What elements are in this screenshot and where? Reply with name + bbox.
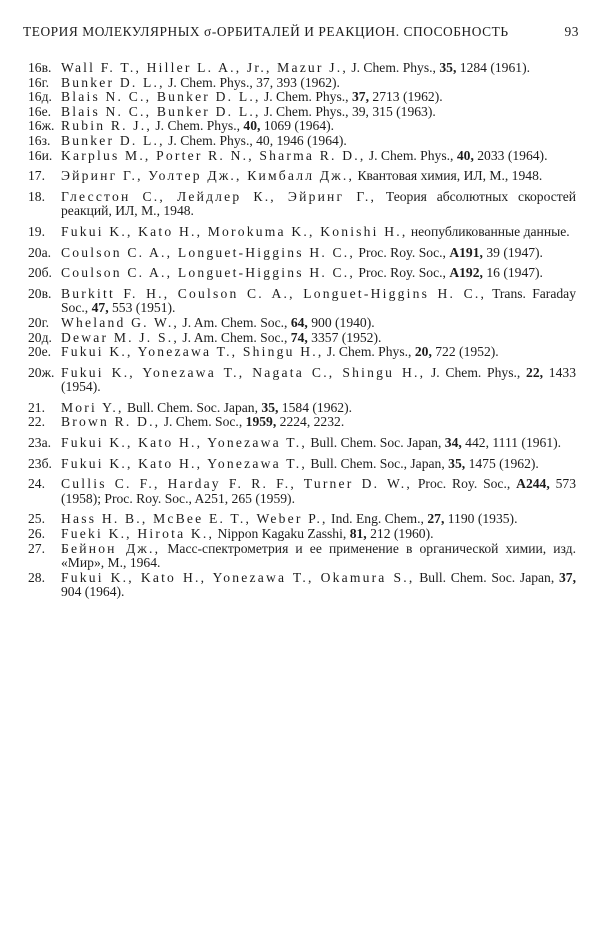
reference-text	[61, 61, 576, 76]
reference-number: 20а.	[28, 244, 52, 260]
reference-source: Bull. Chem. Soc. Japan,	[310, 435, 442, 451]
reference-source: Масс-спектрометрия и ее применение в органической химии, изд. «Мир», М., 1964.	[61, 540, 576, 571]
reference-pages: 16 (1947).	[486, 265, 543, 281]
reference-number: 28.	[28, 569, 45, 585]
reference-number: 16и.	[28, 147, 53, 163]
reference-source: J. Am. Chem. Soc.,	[182, 329, 288, 345]
reference-pages: 1069 (1964).	[263, 118, 335, 134]
reference-authors: Wall F. T., Hiller L. A., Jr., Mazur J.,	[61, 60, 348, 75]
reference-number: 16з.	[28, 132, 51, 148]
reference-number: 22.	[28, 414, 45, 430]
reference-authors: Глесстон С., Лейдлер К., Эйринг Г.,	[61, 188, 377, 204]
reference-source: Bull. Chem. Soc. Japan,	[419, 569, 555, 585]
reference-authors: Fueki K., Hirota K.,	[61, 526, 215, 542]
reference-text	[61, 316, 576, 331]
reference-text	[61, 246, 576, 261]
reference-number: 26.	[28, 526, 45, 542]
reference-text	[61, 105, 576, 120]
reference-text	[61, 542, 576, 571]
reference-source: Nippon Kagaku Zasshi,	[217, 526, 347, 542]
reference-number: 20г.	[28, 314, 50, 330]
reference-text	[61, 90, 576, 105]
reference-authors: Coulson C. A., Longuet-Higgins H. C.,	[61, 244, 356, 260]
reference-source: J. Am. Chem. Soc.,	[182, 314, 288, 330]
reference-volume: 1959,	[245, 414, 277, 430]
reference-text	[61, 345, 576, 360]
reference-number: 16г.	[28, 74, 50, 90]
reference-authors: Fukui K., Kato H., Yonezawa T.,	[61, 455, 307, 471]
reference-volume: 27,	[427, 511, 445, 527]
reference-volume: 37,	[351, 89, 369, 105]
reference-source: J. Chem. Phys.,	[368, 147, 454, 163]
running-header	[23, 24, 579, 44]
reference-text	[61, 366, 576, 395]
reference-pages: 900 (1940).	[311, 314, 375, 330]
reference-text	[61, 225, 576, 240]
reference-number: 19.	[28, 223, 45, 239]
reference-pages: 2713 (1962).	[372, 89, 443, 105]
reference-source: J. Chem. Phys.,	[430, 364, 521, 380]
reference-source: Ind. Eng. Chem.,	[331, 511, 424, 527]
reference-authors: Rubin R. J.,	[61, 118, 152, 134]
reference-list	[28, 61, 576, 600]
reference-number: 20е.	[28, 344, 52, 360]
reference-entry	[28, 61, 576, 76]
reference-entry	[28, 169, 576, 184]
reference-entry	[28, 527, 576, 542]
reference-volume: 40,	[243, 118, 261, 134]
reference-authors: Bunker D. L.,	[61, 132, 165, 148]
reference-authors: Dewar M. J. S.,	[61, 329, 179, 345]
reference-source: Bull. Chem. Soc. Japan,	[126, 399, 258, 415]
reference-pages: 39 (1947).	[486, 244, 543, 260]
reference-authors: Fukui K., Yonezawa T., Nagata C., Shingu H.,	[61, 364, 426, 380]
reference-authors: Fukui K., Kato H., Yonezawa T.,	[61, 435, 307, 451]
reference-source: Proc. Roy. Soc.,	[358, 265, 446, 281]
reference-text	[61, 527, 576, 542]
reference-authors: Fukui K., Kato H., Morokuma K., Konishi H.,	[61, 223, 408, 239]
reference-source: Trans. Faraday Soc.,	[61, 285, 576, 316]
reference-volume: 20,	[414, 344, 432, 360]
reference-text	[61, 287, 576, 316]
reference-source: неопубликованные данные.	[410, 223, 570, 239]
reference-pages: 442, 1111 (1961).	[465, 435, 562, 451]
reference-entry	[28, 571, 576, 600]
reference-volume: 34,	[444, 435, 462, 451]
reference-number: 16в.	[28, 60, 52, 75]
reference-source: Теория абсолютных скоростей реакций, ИЛ, М., 1948.	[61, 188, 577, 219]
reference-entry	[28, 316, 576, 331]
reference-entry	[28, 90, 576, 105]
reference-pages: 2033 (1964).	[477, 147, 548, 163]
reference-entry	[28, 542, 576, 571]
reference-text	[61, 436, 576, 451]
reference-pages: 573 (1958); Proc. Roy. Soc., A251, 265 (1959).	[61, 476, 577, 506]
reference-entry	[28, 366, 576, 395]
reference-volume: A244,	[516, 476, 550, 492]
reference-number: 20в.	[28, 285, 52, 301]
reference-authors: Coulson C. A., Longuet-Higgins H. C.,	[61, 265, 356, 281]
reference-number: 23б.	[28, 455, 52, 471]
reference-authors: Fukui K., Yonezawa T., Shingu H.,	[61, 344, 324, 360]
reference-entry	[28, 246, 576, 261]
reference-source: Квантовая химия, ИЛ, М., 1948.	[357, 168, 543, 184]
reference-source: J. Chem. Phys.,	[351, 60, 436, 75]
reference-source: Proc. Roy. Soc.,	[358, 244, 446, 260]
reference-number: 20д.	[28, 329, 52, 345]
reference-entry	[28, 119, 576, 134]
reference-number: 20ж.	[28, 364, 55, 380]
reference-source: J. Chem. Phys., 39, 315 (1963).	[263, 103, 436, 119]
reference-volume: A192,	[449, 265, 483, 281]
reference-entry	[28, 76, 576, 91]
reference-authors: Hass H. B., McBee E. T., Weber P.,	[61, 511, 328, 527]
reference-number: 17.	[28, 168, 45, 184]
reference-authors: Mori Y.,	[61, 399, 124, 415]
reference-authors: Karplus M., Porter R. N., Sharma R. D.,	[61, 147, 366, 163]
reference-pages: 1284 (1961).	[459, 60, 530, 75]
reference-number: 18.	[28, 188, 45, 204]
reference-volume: 64,	[290, 314, 308, 330]
reference-pages: 3357 (1952).	[311, 329, 382, 345]
reference-text	[61, 331, 576, 346]
reference-number: 16е.	[28, 103, 52, 119]
reference-number: 24.	[28, 476, 45, 492]
reference-text	[61, 134, 576, 149]
reference-pages: 1190 (1935).	[447, 511, 518, 527]
reference-text	[61, 401, 576, 416]
reference-entry	[28, 225, 576, 240]
reference-source: J. Chem. Phys., 37, 393 (1962).	[168, 74, 340, 90]
reference-source: J. Chem. Phys.,	[263, 89, 349, 105]
page-number: 93	[564, 24, 579, 39]
reference-authors: Blais N. C., Bunker D. L.,	[61, 103, 261, 119]
reference-number: 16ж.	[28, 118, 55, 134]
reference-volume: 40,	[456, 147, 474, 163]
reference-entry	[28, 457, 576, 472]
reference-number: 16д.	[28, 89, 52, 105]
reference-entry	[28, 345, 576, 360]
reference-pages: 553 (1951).	[112, 300, 176, 316]
reference-source: Proc. Roy. Soc.,	[417, 476, 511, 492]
reference-text	[61, 477, 576, 506]
reference-entry	[28, 287, 576, 316]
reference-pages: 1475 (1962).	[468, 455, 539, 471]
reference-volume: 22,	[526, 364, 544, 380]
reference-entry	[28, 401, 576, 416]
reference-text	[61, 571, 576, 600]
running-header-title: ТЕОРИЯ МОЛЕКУЛЯРНЫХ σ-ОРБИТАЛЕЙ И РЕАКЦИОН. СПОСОБНОСТЬ	[23, 24, 509, 39]
reference-volume: A191,	[449, 244, 483, 260]
reference-entry	[28, 436, 576, 451]
reference-pages: 722 (1952).	[435, 344, 499, 360]
reference-volume: 81,	[349, 526, 367, 542]
reference-entry	[28, 415, 576, 430]
reference-volume: 47,	[91, 300, 109, 316]
reference-text	[61, 190, 576, 219]
reference-source: J. Chem. Phys.,	[155, 118, 240, 134]
reference-entry	[28, 190, 576, 219]
reference-number: 20б.	[28, 265, 52, 281]
reference-source: J. Chem. Phys., 40, 1946 (1964).	[168, 132, 347, 148]
reference-pages: 904 (1964).	[61, 584, 125, 600]
reference-text	[61, 457, 576, 472]
reference-source: Bull. Chem. Soc., Japan,	[310, 455, 445, 471]
reference-source: J. Chem. Phys.,	[326, 344, 412, 360]
reference-pages: 1433 (1954).	[61, 364, 576, 395]
reference-authors: Эйринг Г., Уолтер Дж., Кимбалл Дж.,	[61, 168, 355, 184]
reference-authors: Cullis C. F., Harday F. R. F., Turner D. W.,	[61, 476, 412, 492]
reference-authors: Brown R. D.,	[61, 414, 161, 430]
reference-text	[61, 266, 576, 281]
reference-authors: Wheland G. W.,	[61, 314, 180, 330]
reference-number: 23а.	[28, 435, 52, 451]
reference-text	[61, 119, 576, 134]
reference-entry	[28, 331, 576, 346]
reference-authors: Bunker D. L.,	[61, 74, 165, 90]
reference-volume: 35,	[261, 399, 279, 415]
reference-entry	[28, 134, 576, 149]
reference-text	[61, 512, 576, 527]
reference-volume: 35,	[448, 455, 466, 471]
reference-authors: Бейнон Дж.,	[61, 540, 161, 556]
reference-pages: 2224, 2232.	[279, 414, 345, 430]
reference-entry	[28, 149, 576, 164]
reference-authors: Burkitt F. H., Coulson C. A., Longuet-Higgins H. C.,	[61, 285, 487, 301]
reference-number: 27.	[28, 540, 45, 556]
reference-authors: Fukui K., Kato H., Yonezawa T., Okamura S.,	[61, 569, 415, 585]
reference-text	[61, 415, 576, 430]
reference-pages: 1584 (1962).	[281, 399, 353, 415]
reference-entry	[28, 266, 576, 281]
reference-number: 21.	[28, 399, 45, 415]
reference-entry	[28, 477, 576, 506]
reference-volume: 35,	[439, 60, 457, 75]
reference-authors: Blais N. C., Bunker D. L.,	[61, 89, 261, 105]
reference-text	[61, 169, 576, 184]
reference-entry	[28, 105, 576, 120]
reference-source: J. Chem. Soc.,	[163, 414, 243, 430]
reference-number: 25.	[28, 511, 45, 527]
reference-pages: 212 (1960).	[370, 526, 434, 542]
reference-text	[61, 76, 576, 91]
reference-entry	[28, 512, 576, 527]
reference-volume: 37,	[559, 569, 576, 585]
reference-volume: 74,	[290, 329, 308, 345]
reference-text	[61, 149, 576, 164]
